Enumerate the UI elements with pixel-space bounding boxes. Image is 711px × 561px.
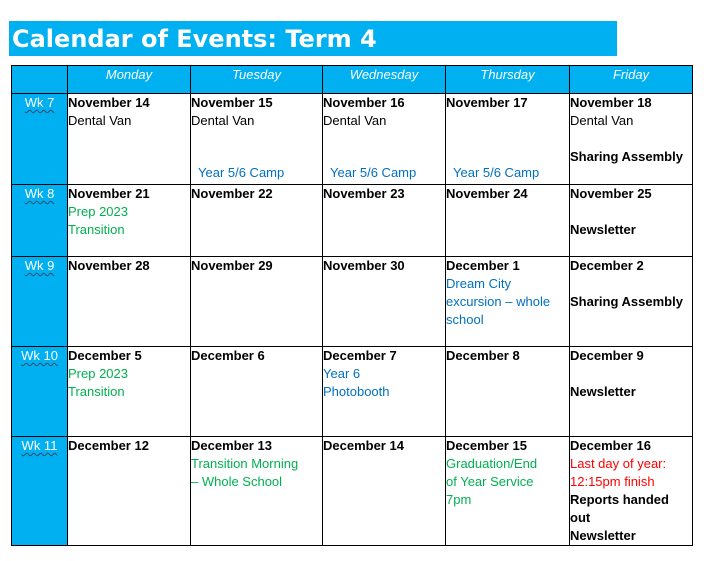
- week-row-11: [12, 437, 693, 546]
- header-monday: Monday: [68, 66, 191, 94]
- date-label: November 30: [323, 258, 405, 273]
- day-cell-nov-14: [68, 94, 191, 185]
- day-cell-nov-15: [191, 94, 323, 185]
- event-text: Dental Van: [323, 113, 387, 128]
- event-text: school: [446, 312, 484, 327]
- day-cell-dec-9: [570, 347, 693, 437]
- day-cell-dec-6: [191, 347, 323, 437]
- day-cell-nov-21: [68, 185, 191, 257]
- date-label: November 18: [570, 95, 652, 110]
- event-text: out: [570, 510, 591, 525]
- week-row-9: [12, 257, 693, 347]
- event-text: Last day of year:: [570, 456, 667, 471]
- day-cell-dec-15: [446, 437, 570, 546]
- day-cell-nov-18: [570, 94, 693, 185]
- date-label: November 23: [323, 186, 405, 201]
- date-label: November 17: [446, 95, 528, 110]
- day-cell-dec-1: [446, 257, 570, 347]
- week-label: Wk 7: [12, 94, 68, 185]
- day-cell-dec-16: [570, 437, 693, 546]
- event-text: 12:15pm finish: [570, 474, 655, 489]
- day-cell-nov-22: [191, 185, 323, 257]
- date-label: December 6: [191, 348, 265, 363]
- day-cell-nov-23: [323, 185, 446, 257]
- header-wednesday: Wednesday: [323, 66, 446, 94]
- date-label: December 14: [323, 438, 404, 453]
- date-label: December 2: [570, 258, 644, 273]
- date-label: November 25: [570, 186, 652, 201]
- event-text: Newsletter: [570, 528, 636, 543]
- date-label: November 21: [68, 186, 150, 201]
- event-text: 7pm: [446, 492, 472, 507]
- date-label: November 28: [68, 258, 150, 273]
- event-text: Newsletter: [570, 222, 636, 237]
- date-label: November 22: [191, 186, 273, 201]
- header-corner: [12, 66, 68, 94]
- event-text: Year 5/6 Camp: [198, 165, 285, 180]
- week-label: Wk 9: [12, 257, 68, 347]
- week-label: Wk 11: [12, 437, 68, 546]
- event-text: excursion – whole: [446, 294, 551, 309]
- event-text: Photobooth: [323, 384, 390, 399]
- header-row: [12, 66, 693, 94]
- date-label: December 1: [446, 258, 520, 273]
- event-text: Sharing Assembly: [570, 294, 683, 309]
- event-text: Year 5/6 Camp: [330, 165, 417, 180]
- date-label: December 5: [68, 348, 142, 363]
- event-text: of Year Service: [446, 474, 534, 489]
- event-text: Year 5/6 Camp: [453, 165, 540, 180]
- day-cell-nov-28: [68, 257, 191, 347]
- calendar-table: [11, 65, 693, 546]
- event-text: Newsletter: [570, 384, 636, 399]
- week-label: Wk 10: [12, 347, 68, 437]
- day-cell-nov-29: [191, 257, 323, 347]
- day-cell-dec-7: [323, 347, 446, 437]
- event-text: – Whole School: [191, 474, 283, 489]
- day-cell-nov-24: [446, 185, 570, 257]
- day-cell-dec-5: [68, 347, 191, 437]
- event-text: Reports handed: [570, 492, 669, 507]
- date-label: November 14: [68, 95, 150, 110]
- header-friday: Friday: [570, 66, 693, 94]
- date-label: November 15: [191, 95, 273, 110]
- day-cell-dec-14: [323, 437, 446, 546]
- event-text: Year 6: [323, 366, 361, 381]
- day-cell-dec-13: [191, 437, 323, 546]
- header-tuesday: Tuesday: [191, 66, 323, 94]
- date-label: December 13: [191, 438, 272, 453]
- event-text: Graduation/End: [446, 456, 538, 471]
- date-label: December 7: [323, 348, 397, 363]
- event-text: Dental Van: [191, 113, 255, 128]
- event-text: Transition: [68, 384, 125, 399]
- date-label: December 9: [570, 348, 644, 363]
- date-label: December 12: [68, 438, 149, 453]
- date-label: November 29: [191, 258, 273, 273]
- header-thursday: Thursday: [446, 66, 570, 94]
- day-cell-dec-2: [570, 257, 693, 347]
- day-cell-dec-12: [68, 437, 191, 546]
- date-label: November 24: [446, 186, 528, 201]
- week-row-7: [12, 94, 693, 185]
- event-text: Prep 2023: [68, 204, 128, 219]
- event-text: Dream City: [446, 276, 512, 291]
- day-cell-nov-16: [323, 94, 446, 185]
- day-cell-nov-30: [323, 257, 446, 347]
- date-label: November 16: [323, 95, 405, 110]
- event-text: Transition Morning: [191, 456, 299, 471]
- date-label: December 16: [570, 438, 651, 453]
- event-text: Transition: [68, 222, 125, 237]
- week-row-10: [12, 347, 693, 437]
- week-label: Wk 8: [12, 185, 68, 257]
- event-text: Dental Van: [68, 113, 132, 128]
- page-title: Calendar of Events: Term 4: [12, 25, 377, 53]
- week-row-8: [12, 185, 693, 257]
- day-cell-nov-17: [446, 94, 570, 185]
- date-label: December 8: [446, 348, 520, 363]
- event-text: Dental Van: [570, 113, 634, 128]
- day-cell-dec-8: [446, 347, 570, 437]
- event-text: Prep 2023: [68, 366, 128, 381]
- event-text: Sharing Assembly: [570, 149, 683, 164]
- day-cell-nov-25: [570, 185, 693, 257]
- date-label: December 15: [446, 438, 527, 453]
